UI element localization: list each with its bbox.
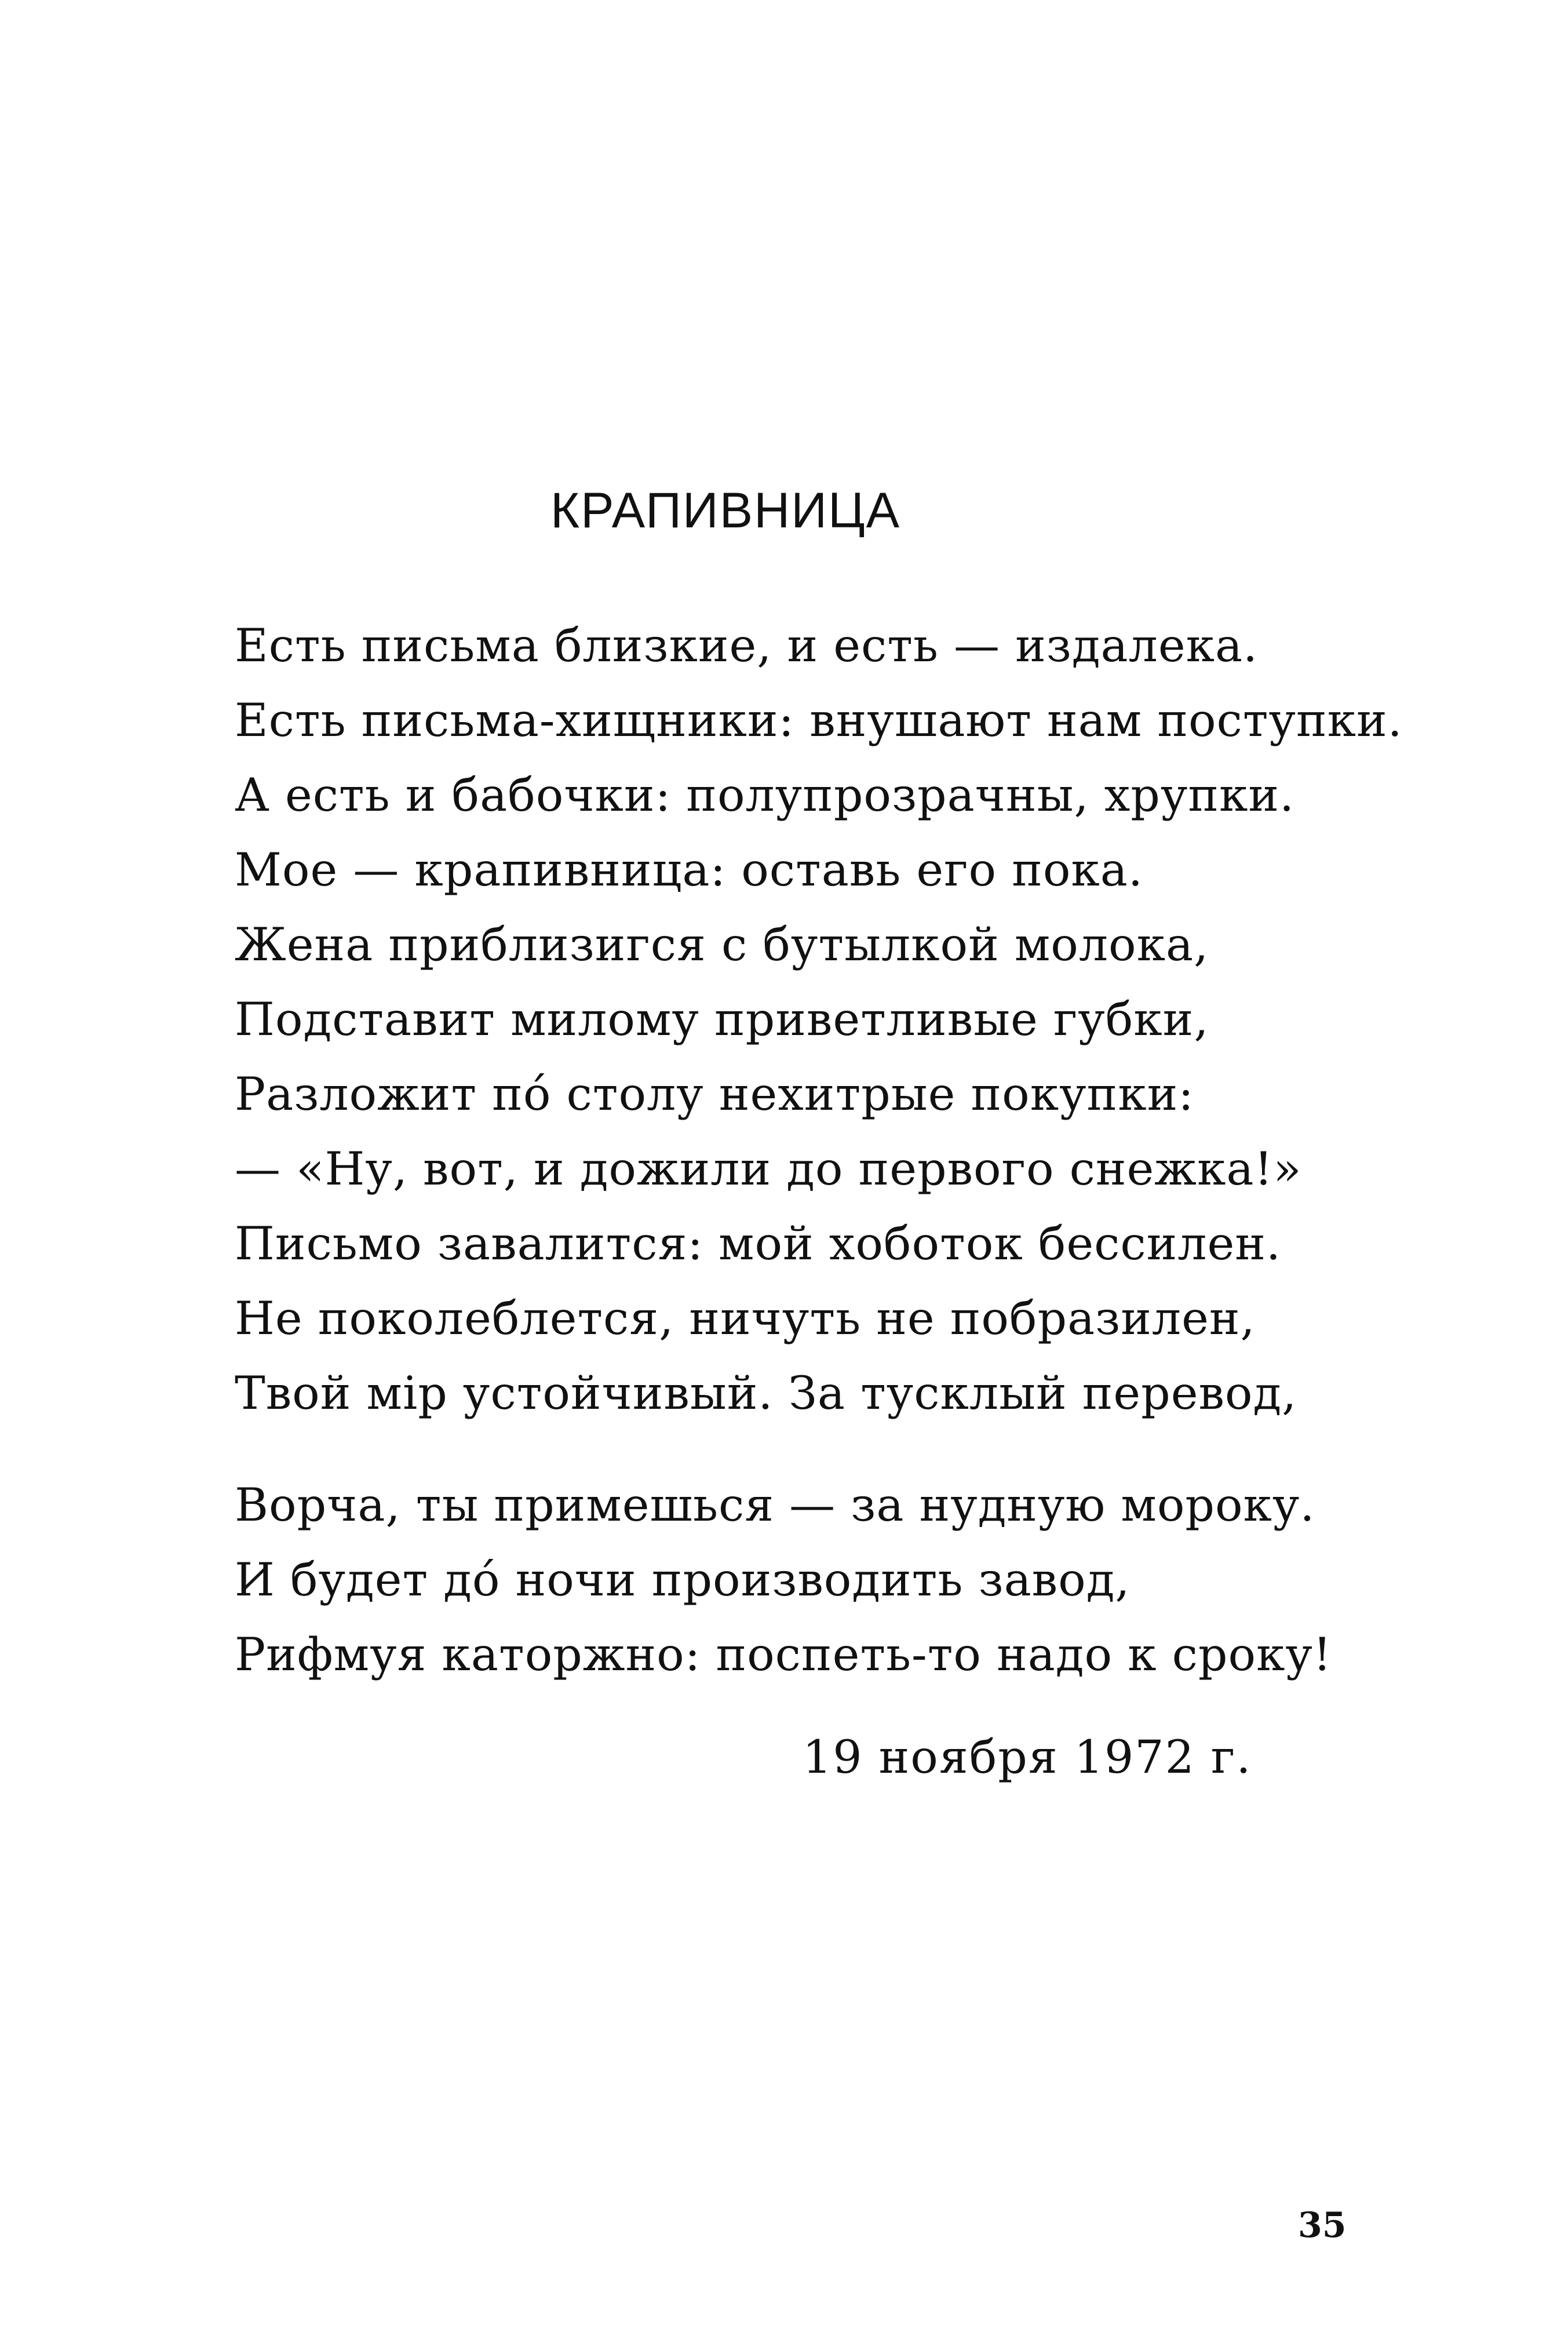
poem-title: КРАПИВНИЦА — [550, 483, 900, 538]
stanza-3 — [235, 1207, 1297, 1431]
stanza-2 — [235, 908, 1302, 1207]
poem-line: Разложит пó столу нехитрые покупки: — [235, 1067, 1194, 1121]
poem-line: Мое — крапивница: оставь его пока. — [235, 843, 1144, 897]
poem-line: Твой мір устойчивый. За тусклый перевод, — [235, 1367, 1297, 1420]
poem-line: Ворча, ты примешься — за нудную мороку. — [235, 1478, 1315, 1532]
poem-line: Подставит милому приветливые губки, — [235, 993, 1209, 1046]
poem-line: А есть и бабочки: полупрозрачны, хрупки. — [235, 768, 1295, 822]
poem-line: И будет дó ночи производить завод, — [235, 1553, 1131, 1606]
stanza-1 — [235, 608, 1403, 908]
stanza-4 — [235, 1468, 1332, 1692]
poem-line: Есть письма близкие, и есть — издалека. — [235, 619, 1259, 672]
poem-line: Не поколеблется, ничуть не побразилен, — [235, 1292, 1256, 1345]
poem-line: Жена приблизигся с бутылкой молока, — [235, 918, 1209, 971]
poem-line: Есть письма-хищники: внушают нам поступки. — [235, 694, 1403, 747]
poem-date: 19 ноября 1972 г. — [803, 1730, 1252, 1784]
poem-line: Рифмуя каторжно: поспеть-то надо к сроку! — [235, 1628, 1332, 1681]
poem-line: — «Ну, вот, и дожили до первого снежка!» — [235, 1142, 1302, 1196]
poem-line: Письмо завалится: мой хоботок бессилен. — [235, 1217, 1281, 1270]
page-number: 35 — [1298, 2205, 1347, 2246]
